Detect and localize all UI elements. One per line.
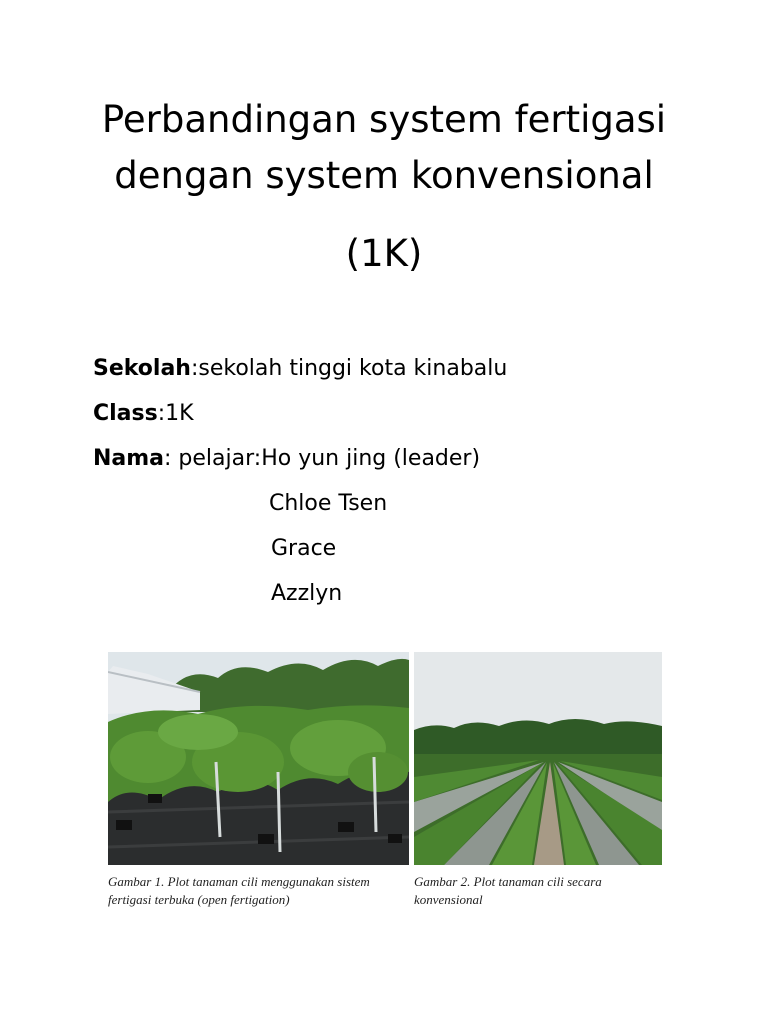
name-row <box>93 436 507 481</box>
caption-line: Gambar 1. Plot tanaman cili menggunakan sistem <box>108 874 370 889</box>
title-line-2: dengan system konvensional <box>114 154 654 197</box>
student-info <box>93 346 507 616</box>
member-name: Azzlyn <box>271 581 343 606</box>
school-value: :sekolah tinggi kota kinabalu <box>190 356 508 381</box>
conventional-plot-photo <box>414 652 662 865</box>
document-title <box>0 92 768 282</box>
fertigation-plot-photo <box>108 652 409 865</box>
member-name: Chloe Tsen <box>269 491 388 516</box>
caption-line: Gambar 2. Plot tanaman cili secara <box>414 874 602 889</box>
caption-line: fertigasi terbuka (open fertigation) <box>108 892 290 907</box>
member-name: Grace <box>271 536 337 561</box>
title-line-1: Perbandingan system fertigasi <box>101 98 667 141</box>
school-label: Sekolah <box>93 356 191 381</box>
name-label: Nama <box>93 446 165 471</box>
class-value: :1K <box>157 401 194 426</box>
class-row <box>93 391 507 436</box>
class-label: Class <box>93 401 158 426</box>
figure-2-caption <box>414 873 664 909</box>
school-row <box>93 346 507 391</box>
figure-1-caption <box>108 873 408 909</box>
title-class-code: (1K) <box>345 232 423 275</box>
caption-line: konvensional <box>414 892 483 907</box>
name-value: : pelajar:Ho yun jing (leader) <box>164 446 481 471</box>
